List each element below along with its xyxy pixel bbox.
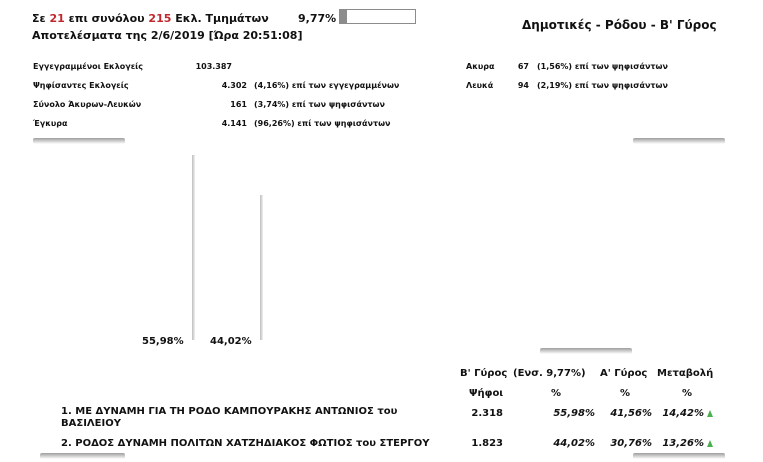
registered-label: Εγγεγραμμένοι Εκλογείς <box>33 62 144 71</box>
invalid-blank-label: Σύνολο Άκυρων-Λευκών <box>33 100 142 109</box>
arrow-up-icon <box>707 410 713 417</box>
header-sections-counted <box>32 12 269 25</box>
page-title: Δημοτικές - Ρόδου - Β' Γύρος <box>522 18 717 32</box>
count-progress-bar <box>339 9 416 24</box>
invalid-value: 67 <box>517 62 529 71</box>
chart-data-label-2: 44,02% <box>210 336 252 347</box>
blank-note: (2,19%) επί των ψηφισάντων <box>537 81 668 90</box>
header-first-round-pct: % <box>620 388 631 399</box>
blank-label: Λευκά <box>466 81 494 90</box>
header-change-pct: % <box>682 388 693 399</box>
chart-bar-1 <box>192 155 195 340</box>
valid-value: 4.141 <box>221 119 247 128</box>
candidate-row-1-votes: 2.318 <box>471 408 503 419</box>
candidate-row-1-pct: 55,98% <box>553 408 595 419</box>
header-counted: (Ενσ. 9,77%) <box>513 368 586 379</box>
header-pct: % <box>551 388 562 399</box>
blank-value: 94 <box>517 81 529 90</box>
total-sections: 215 <box>148 12 172 25</box>
arrow-up-icon <box>707 440 713 447</box>
counted-sections: 21 <box>49 12 65 25</box>
counted-percent: 9,77% <box>298 12 337 25</box>
candidate-row-1-change: 14,42% <box>662 408 704 419</box>
invalid-blank-value: 161 <box>230 100 247 109</box>
candidate-row-2-pct: 44,02% <box>553 438 595 449</box>
candidate-row-2-first-round-pct: 30,76% <box>610 438 652 449</box>
divider-shadow <box>633 138 725 144</box>
results-timestamp: Αποτελέσματα της 2/6/2019 [Ώρα 20:51:08] <box>32 29 303 42</box>
candidate-row-2-votes: 1.823 <box>471 438 503 449</box>
header-middle: επι συνόλου <box>68 12 145 25</box>
count-progress-fill <box>340 10 347 23</box>
divider-shadow <box>540 348 632 354</box>
header-round: Β' Γύρος <box>460 368 508 379</box>
header-change: Μεταβολή <box>657 368 714 379</box>
valid-label: Έγκυρα <box>33 119 68 128</box>
divider-shadow <box>40 453 125 459</box>
header-prefix: Σε <box>32 12 46 25</box>
candidate-row-2-name: 2. ΡΟΔΟΣ ΔΥΝΑΜΗ ΠΟΛΙΤΩΝ ΧΑΤΖΗΔΙΑΚΟΣ ΦΩΤΙΟΣ του ΣΤΕΡΓΟΥ <box>61 438 430 449</box>
invalid-label: Ακυρα <box>466 62 495 71</box>
voted-value: 4.302 <box>221 81 247 90</box>
candidate-row-2-change: 13,26% <box>662 438 704 449</box>
voted-label: Ψηφίσαντες Εκλογείς <box>33 81 129 90</box>
header-suffix: Εκλ. Τμημάτων <box>175 12 269 25</box>
invalid-blank-note: (3,74%) επί των ψηφισάντων <box>254 100 385 109</box>
divider-shadow <box>33 138 125 144</box>
candidate-row-1-name: 1. ΜΕ ΔΥΝΑΜΗ ΓΙΑ ΤΗ ΡΟΔΟ ΚΑΜΠΟΥΡΑΚΗΣ ΑΝΤΩΝΙΟΣ του ΒΑΣΙΛΕΙΟΥ <box>61 406 398 429</box>
candidate-row-1-first-round-pct: 41,56% <box>610 408 652 419</box>
valid-note: (96,26%) επί των ψηφισάντων <box>254 119 391 128</box>
voted-note: (4,16%) επί των εγγεγραμμένων <box>254 81 400 90</box>
chart-bar-2 <box>260 195 263 340</box>
invalid-note: (1,56%) επί των ψηφισάντων <box>537 62 668 71</box>
registered-value: 103.387 <box>195 62 232 71</box>
divider-shadow <box>633 453 725 459</box>
results-bar-chart <box>120 155 320 355</box>
chart-data-label-1: 55,98% <box>142 336 184 347</box>
header-votes: Ψήφοι <box>469 388 504 399</box>
header-first-round: Α' Γύρος <box>600 368 648 379</box>
